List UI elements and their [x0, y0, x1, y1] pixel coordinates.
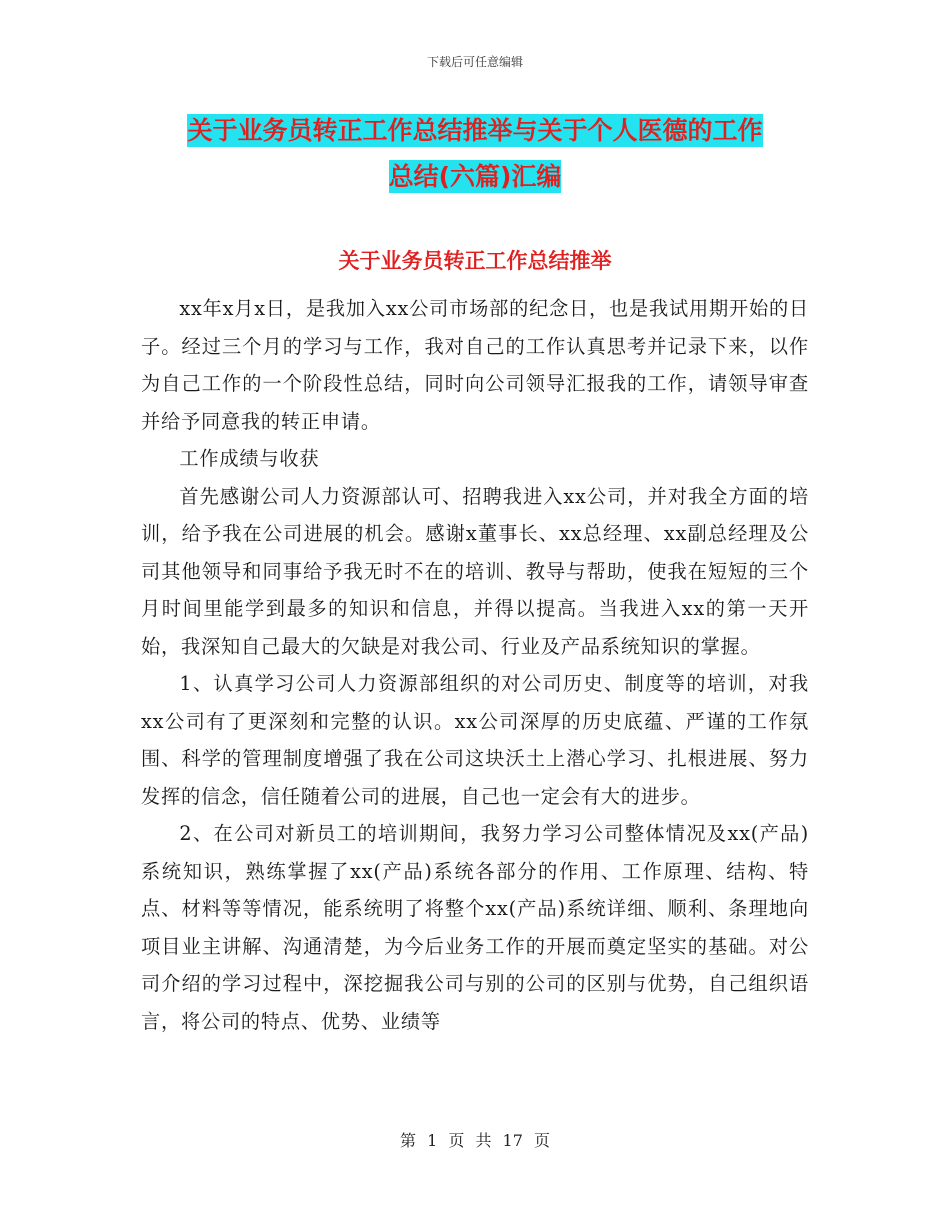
document-title [140, 108, 810, 200]
section-title: 关于业务员转正工作总结推举 [338, 249, 612, 273]
paragraph: xx年x月x日，是我加入xx公司市场部的纪念日，也是我试用期开始的日子。经过三个月的学习与工作，我对自己的工作认真思考并记录下来，以作为自己工作的一个阶段性总结，同时向公司领导汇报我的工作，请领导审查并给予同意我的转正申请。 [141, 297, 809, 433]
paragraph: 首先感谢公司人力资源部认可、招聘我进入xx公司，并对我全方面的培训，给予我在公司进展的机会。感谢x董事长、xx总经理、xx副总经理及公司其他领导和同事给予我无时不在的培训、教导与帮助，使我在短短的三个月时间里能学到最多的知识和信息，并得以提高。当我进入xx的第一天开始，我深知自己最大的欠缺是对我公司、行业及产品系统知识的掌握。 [141, 484, 809, 658]
paragraph: 2、在公司对新员工的培训期间，我努力学习公司整体情况及xx(产品)系统知识，熟练掌握了xx(产品)系统各部分的作用、工作原理、结构、特点、材料等等情况，能系统明了将整个xx(产品)系统详细、顺利、条理地向项目业主讲解、沟通清楚，为今后业务工作的开展而奠定坚实的基础。对公司介绍的学习过程中，深挖掘我公司与别的公司的区别与优势，自己组织语言，将公司的特点、优势、业绩等 [141, 822, 809, 1033]
header-note: 下载后可任意编辑 [426, 55, 523, 69]
paragraph: 1、认真学习公司人力资源部组织的对公司历史、制度等的培训，对我xx公司有了更深刻和完整的认识。xx公司深厚的历史底蕴、严谨的工作氛围、科学的管理制度增强了我在公司这块沃土上潜心学习、扎根进展、努力发挥的信念，信任随着公司的进展，自己也一定会有大的进步。 [141, 672, 809, 808]
paragraph-subheading: 工作成绩与收获 [179, 447, 320, 470]
document-title-line2: 总结(六篇)汇编 [388, 162, 562, 191]
document-title-line1: 关于业务员转正工作总结推举与关于个人医德的工作 [187, 116, 763, 145]
page-footer: 第 1 页 共 17 页 [400, 1131, 550, 1150]
body-text [141, 290, 809, 1040]
